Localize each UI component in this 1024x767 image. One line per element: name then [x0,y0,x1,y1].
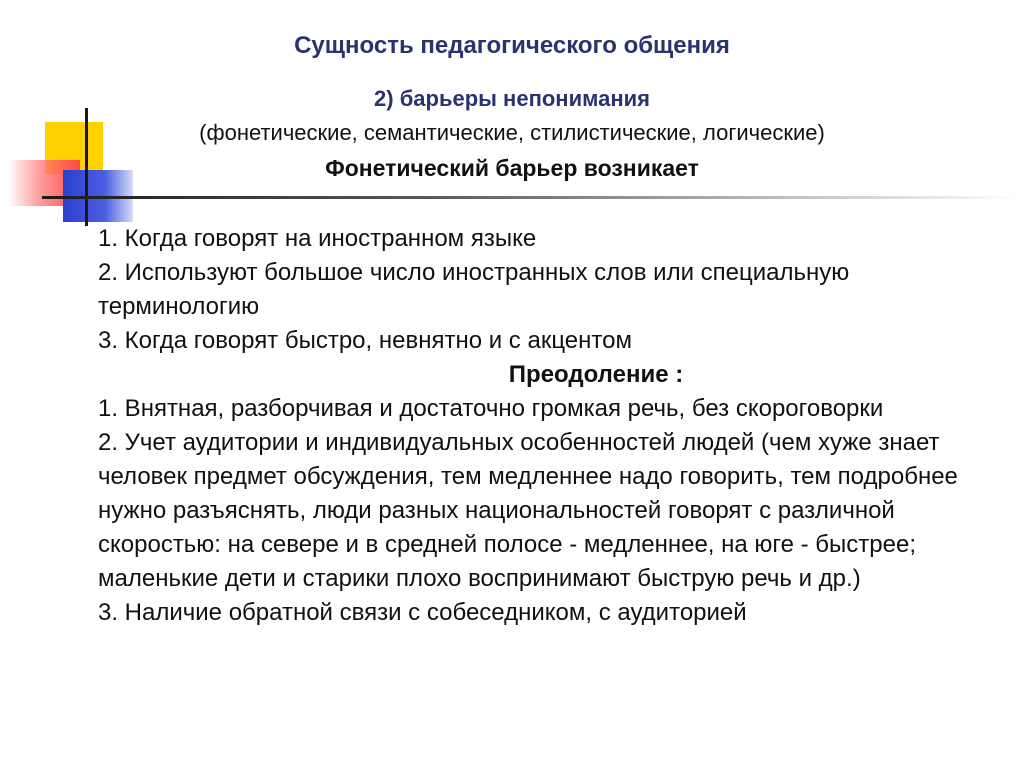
barrier-types: (фонетические, семантические, стилистические, логические) [199,120,825,145]
cause-item: 1. Когда говорят на иностранном языке [98,225,537,252]
slide-title: Сущность педагогического общения [294,32,730,59]
overcome-item: 2. Учет аудитории и индивидуальных особенностей людей (чем хуже знает человек предмет обсуждения, тем медленнее надо говорить, тем подробнее нужно разъяснять, люди разных национальностей говорят с различной скоростью: на севере и в средней полосе - медленнее, на юге - быстрее; маленькие дети и старики плохо воспринимают быструю речь и др.) [98,429,958,592]
overcome-item: 1. Внятная, разборчивая и достаточно громкая речь, без скороговорки [98,395,884,422]
cause-item: 2. Используют большое число иностранных слов или специальную терминологию [98,259,850,320]
horizontal-line-decoration [42,196,1022,199]
section-heading: Фонетический барьер возникает [325,155,699,181]
slide-subtitle: 2) барьеры непонимания [374,86,650,111]
overcome-heading: Преодоление : [508,361,684,388]
overcome-item: 3. Наличие обратной связи с собеседником, с аудиторией [98,599,747,626]
cause-item: 3. Когда говорят быстро, невнятно и с акцентом [98,327,632,354]
slide-body [98,222,998,630]
